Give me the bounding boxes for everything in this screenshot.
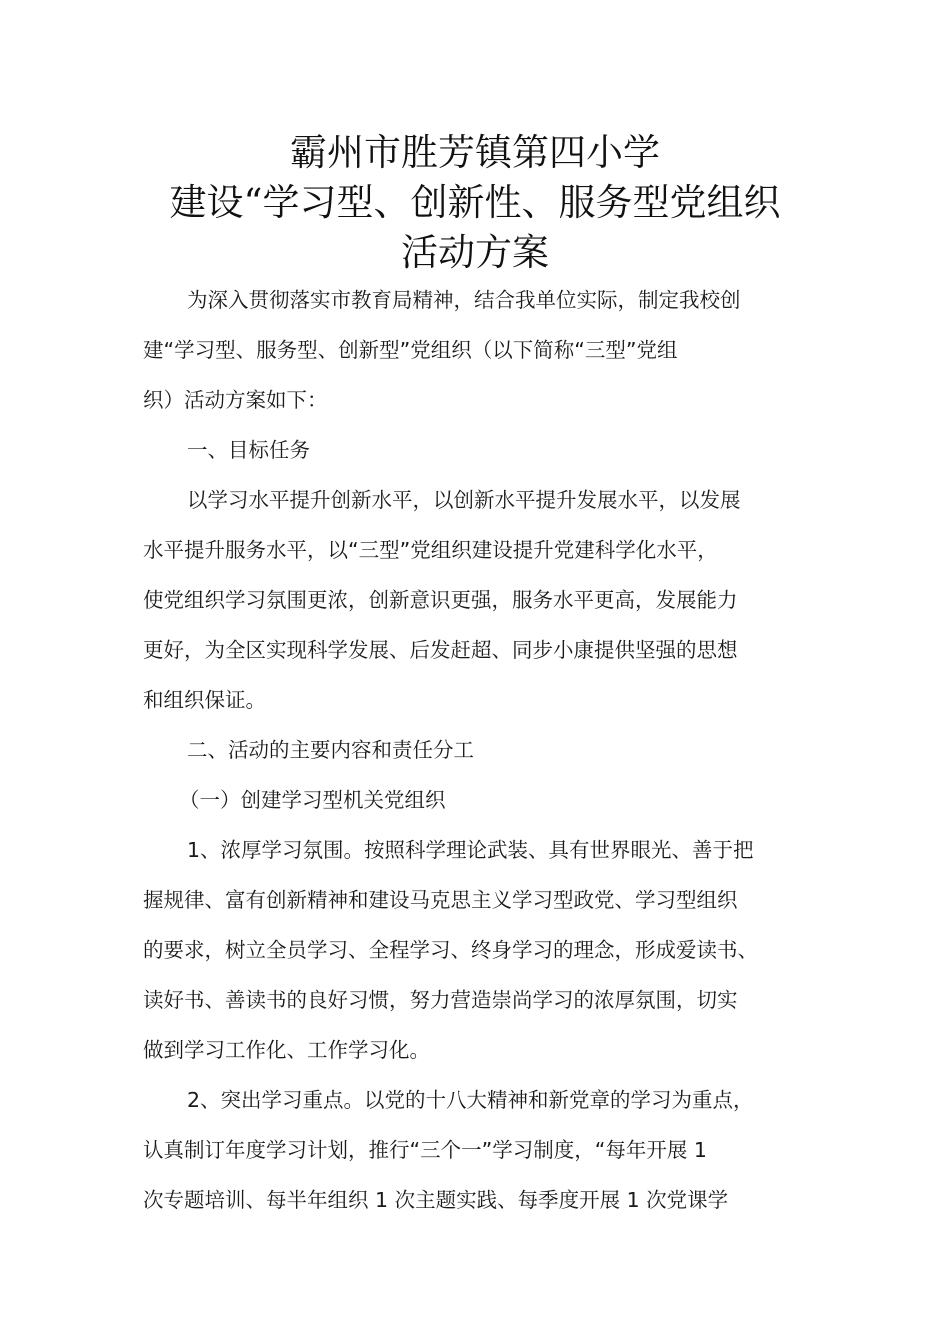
- text-line: 以学习水平提升创新水平，以创新水平提升发展水平，以发展: [187, 488, 741, 512]
- subsection-heading: （一）创建学习型机关党组织: [179, 788, 446, 812]
- title-line-plan: 活动方案: [401, 231, 549, 274]
- section-heading: 一、目标任务: [187, 438, 310, 462]
- text-line: 更好，为全区实现科学发展、后发赶超、同步小康提供坚强的思想: [143, 638, 738, 662]
- text-line: 使党组织学习氛围更浓，创新意识更强，服务水平更高，发展能力: [143, 588, 738, 612]
- title-line-subject: 建设“学习型、创新性、服务型党组织: [169, 181, 781, 224]
- text-line: 1、浓厚学习氛围。按照科学理论武装、具有世界眼光、善于把: [187, 838, 754, 862]
- title-line-school: 霸州市胜芳镇第四小学: [290, 131, 660, 174]
- section-heading: 二、活动的主要内容和责任分工: [187, 738, 474, 762]
- text-line: 织）活动方案如下：: [143, 388, 328, 412]
- text-line: 和组织保证。: [143, 688, 266, 712]
- text-line: 做到学习工作化、工作学习化。: [143, 1038, 430, 1062]
- document-body: [143, 275, 808, 1225]
- text-line: 2、突出学习重点。以党的十八大精神和新党章的学习为重点，: [187, 1088, 754, 1112]
- text-line: 握规律、富有创新精神和建设马克思主义学习型政党、学习型组织: [143, 888, 738, 912]
- document-title: [0, 128, 950, 278]
- text-line: 水平提升服务水平，以“三型”党组织建设提升党建科学化水平，: [143, 538, 718, 562]
- text-line: 认真制订年度学习计划，推行“三个一”学习制度，“每年开展 1: [143, 1138, 707, 1162]
- text-line: 建“学习型、服务型、创新型”党组织（以下简称“三型”党组: [143, 338, 678, 362]
- text-line: 读好书、善读书的良好习惯，努力营造崇尚学习的浓厚氛围，切实: [143, 988, 738, 1012]
- text-line: 为深入贯彻落实市教育局精神，结合我单位实际，制定我校创: [187, 288, 741, 312]
- text-line: 的要求，树立全员学习、全程学习、终身学习的理念，形成爱读书、: [143, 938, 758, 962]
- text-line: 次专题培训、每半年组织 1 次主题实践、每季度开展 1 次党课学: [143, 1188, 729, 1212]
